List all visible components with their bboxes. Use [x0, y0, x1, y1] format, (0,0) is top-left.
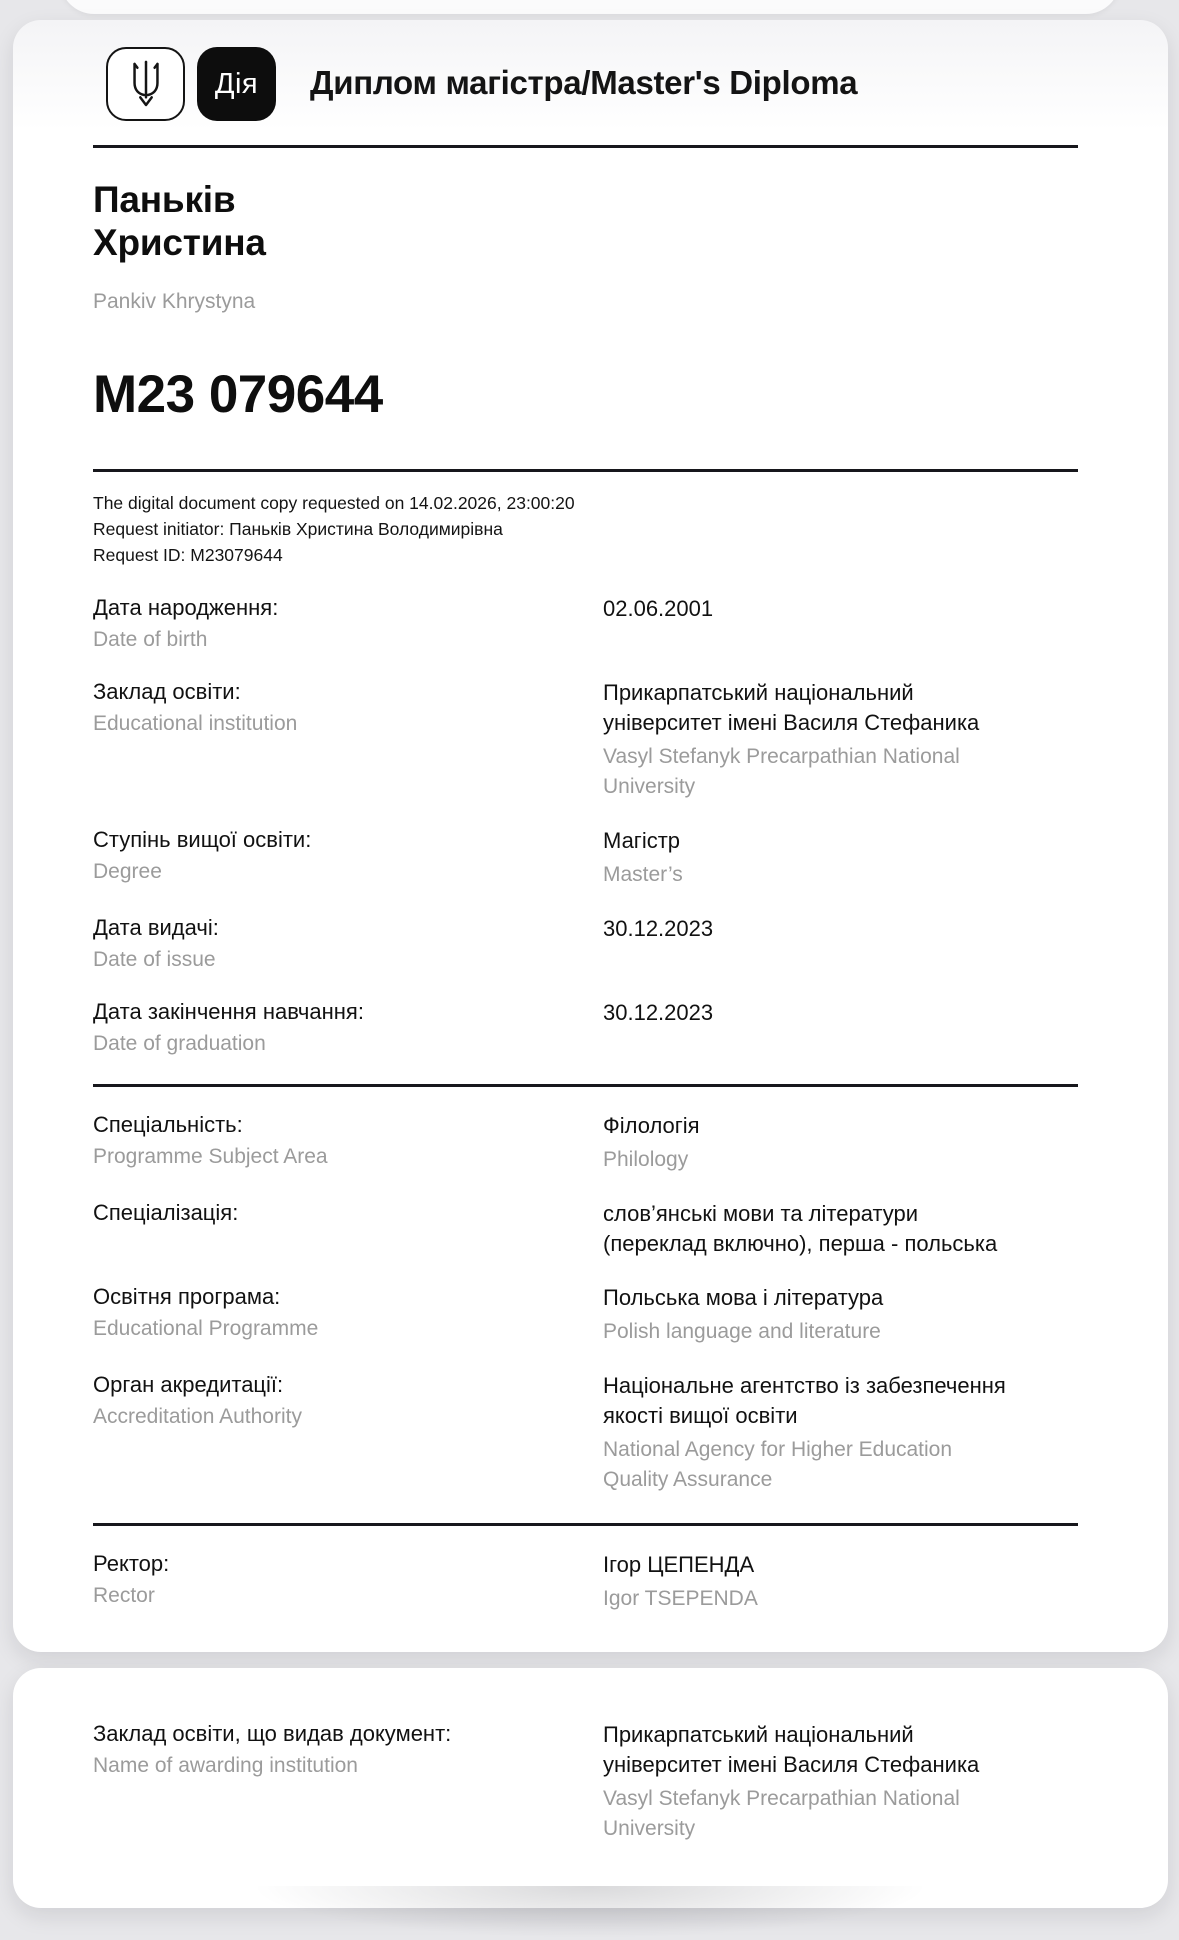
field-row	[93, 826, 1078, 890]
field-label: Заклад освіти:	[93, 679, 241, 704]
field-row	[93, 1550, 1078, 1614]
request-info	[93, 490, 1078, 568]
field-label-translation: Educational Programme	[93, 1317, 319, 1340]
field-row	[93, 594, 1078, 654]
field-value: Ігор ЦЕПЕНДА	[603, 1552, 755, 1577]
field-value-translation: Vasyl Stefanyk Precarpathian National University	[603, 1787, 960, 1840]
field-value-cell	[603, 1550, 1078, 1614]
document-title: Диплом магістра/Master's Diploma	[310, 64, 858, 101]
document-number: М23 079644	[93, 365, 383, 424]
field-label-cell	[93, 826, 571, 886]
field-label-cell	[93, 1720, 571, 1780]
field-value: Національне агентство із забезпечення якості вищої освіти	[603, 1373, 1006, 1428]
field-label-translation: Rector	[93, 1584, 155, 1607]
field-value-translation: Polish language and literature	[603, 1320, 881, 1343]
field-label-cell	[93, 1283, 571, 1343]
field-value-cell	[603, 594, 1078, 624]
field-value-translation: National Agency for Higher Education Quality Assurance	[603, 1438, 953, 1491]
field-row	[93, 1283, 1078, 1347]
field-label-translation: Date of birth	[93, 628, 208, 651]
field-label: Ректор:	[93, 1551, 170, 1576]
field-label-translation: Name of awarding institution	[93, 1754, 358, 1777]
holder-name	[93, 178, 1078, 264]
holder-name-translit: Pankiv Khrystyna	[93, 290, 256, 313]
diia-logo	[197, 47, 276, 121]
field-label: Дата закінчення навчання:	[93, 999, 364, 1024]
field-row	[93, 1111, 1078, 1175]
field-row	[93, 678, 1078, 802]
field-label-cell	[93, 1199, 571, 1227]
fields-group-3	[93, 1550, 1078, 1614]
divider	[93, 1523, 1078, 1526]
field-label: Ступінь вищої освіти:	[93, 827, 312, 852]
holder-last-name: Паньків	[93, 179, 236, 220]
field-value: слов’янські мови та літератури (переклад включно), перша - польська	[603, 1201, 998, 1256]
field-value-translation: Igor TSEPENDA	[603, 1587, 758, 1610]
field-label-translation: Programme Subject Area	[93, 1145, 328, 1168]
field-value: Прикарпатський національний університет імені Василя Стефаника	[603, 680, 980, 735]
field-label-cell	[93, 594, 571, 654]
field-value-cell	[603, 678, 1078, 802]
divider	[93, 145, 1078, 148]
diploma-card	[13, 20, 1168, 1652]
field-row	[93, 1720, 1078, 1844]
field-label-translation: Date of issue	[93, 948, 216, 971]
field-value: Філологія	[603, 1113, 700, 1138]
field-value-cell	[603, 1283, 1078, 1347]
field-label: Освітня програма:	[93, 1284, 281, 1309]
holder-first-name: Христина	[93, 222, 266, 263]
field-row	[93, 998, 1078, 1058]
field-label-translation: Degree	[93, 860, 162, 883]
field-label-cell	[93, 998, 571, 1058]
field-value-cell	[603, 1199, 1078, 1259]
field-label: Заклад освіти, що видав документ:	[93, 1721, 452, 1746]
field-value-cell	[603, 1111, 1078, 1175]
field-label: Дата народження:	[93, 595, 279, 620]
field-label: Спеціалізація:	[93, 1200, 239, 1225]
field-label-cell	[93, 914, 571, 974]
field-value: 30.12.2023	[603, 1000, 714, 1025]
field-row	[93, 1199, 1078, 1259]
fields-group-1	[93, 594, 1078, 1058]
field-value: Польська мова і література	[603, 1285, 884, 1310]
field-label-translation: Educational institution	[93, 712, 298, 735]
divider	[93, 1084, 1078, 1087]
field-value-translation: Master’s	[603, 863, 683, 886]
ukraine-trident-icon	[106, 47, 185, 121]
request-date-line: The digital document copy requested on 14.02.2026, 23:00:20	[93, 493, 575, 513]
field-value: Прикарпатський національний університет імені Василя Стефаника	[603, 1722, 980, 1777]
field-label-cell	[93, 678, 571, 738]
field-label: Спеціальність:	[93, 1112, 243, 1137]
field-row	[93, 914, 1078, 974]
field-label-cell	[93, 1111, 571, 1171]
field-value-cell	[603, 1371, 1078, 1495]
field-label: Дата видачі:	[93, 915, 219, 940]
previous-sheet-edge	[60, 0, 1120, 14]
field-label-translation: Accreditation Authority	[93, 1405, 302, 1428]
field-label-cell	[93, 1371, 571, 1431]
diia-logo-text: Дія	[214, 67, 259, 100]
field-value: 30.12.2023	[603, 916, 714, 941]
request-initiator-line: Request initiator: Паньків Христина Володимирівна	[93, 519, 503, 539]
field-value-translation: Vasyl Stefanyk Precarpathian National University	[603, 745, 960, 798]
awarding-institution-card	[13, 1668, 1168, 1908]
divider	[93, 469, 1078, 472]
field-value-cell	[603, 826, 1078, 890]
field-value-cell	[603, 998, 1078, 1028]
field-value-cell	[603, 914, 1078, 944]
awarding-rows	[93, 1720, 1078, 1844]
field-value-translation: Philology	[603, 1148, 689, 1171]
field-value: Магістр	[603, 828, 681, 853]
field-label: Орган акредитації:	[93, 1372, 284, 1397]
field-label-translation: Date of graduation	[93, 1032, 266, 1055]
field-value: 02.06.2001	[603, 596, 714, 621]
request-id-line: Request ID: М23079644	[93, 545, 283, 565]
fields-group-2	[93, 1111, 1078, 1495]
field-label-cell	[93, 1550, 571, 1610]
field-row	[93, 1371, 1078, 1495]
field-value-cell	[603, 1720, 1078, 1844]
